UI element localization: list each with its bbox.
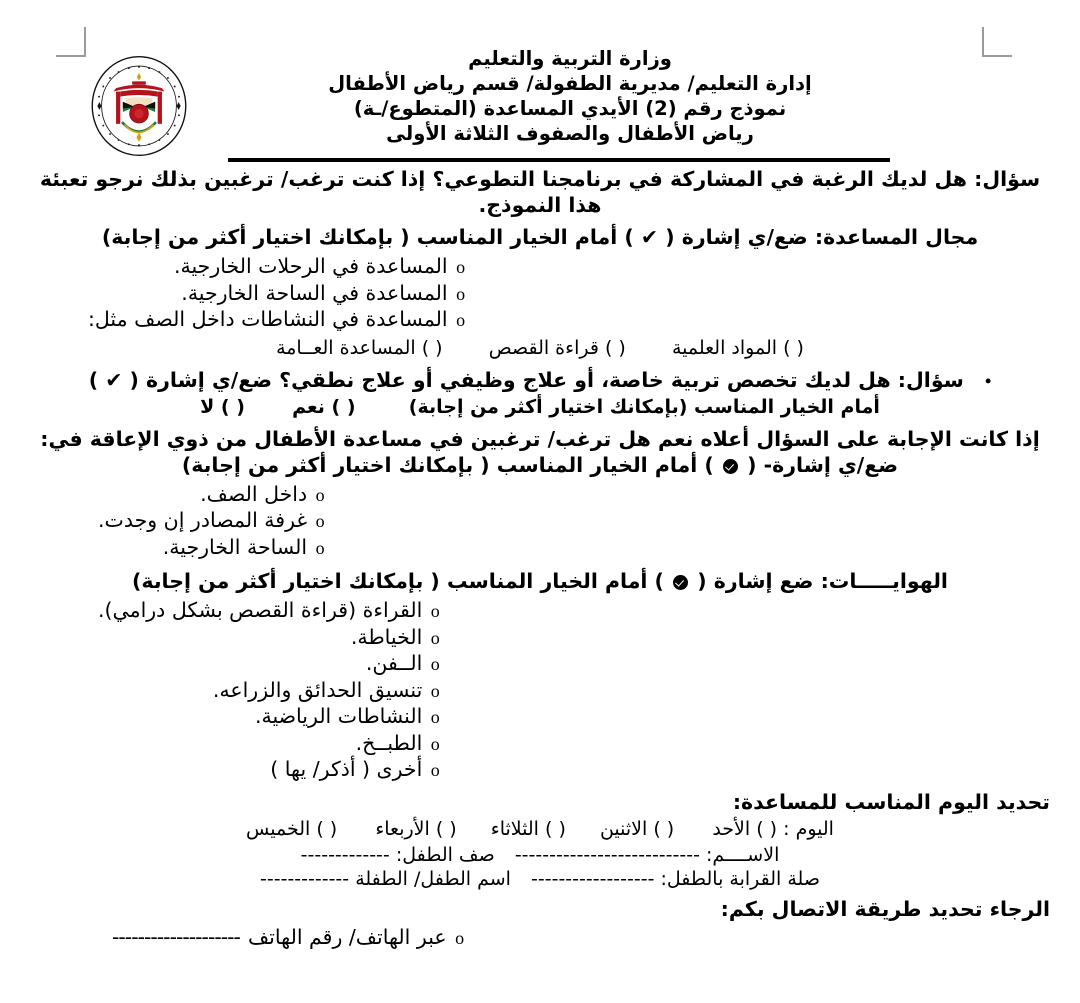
hobbies-section-heading — [28, 568, 1052, 594]
list-item[interactable] — [98, 704, 448, 731]
help-section-heading-text: مجال المساعدة: ضع/ي إشارة ( ✔ ) أمام الخيار المناسب ( بإمكانك اختيار أكثر من إجابة) — [101, 225, 979, 249]
help-sub-options-row — [28, 336, 1052, 360]
day-checkbox-tuesday[interactable]: ( ) — [545, 818, 566, 840]
help-sub-option-checkbox-1[interactable]: ( ) — [783, 336, 804, 359]
list-item[interactable] — [88, 254, 474, 281]
list-item-label: الخياطة. — [350, 624, 423, 649]
list-item[interactable] — [98, 651, 448, 678]
disability-items — [98, 482, 333, 562]
specialty-yes-checkbox[interactable]: ( ) — [331, 395, 356, 418]
specialty-question-line-1 — [28, 367, 1052, 394]
bullet-o-icon: o — [315, 484, 325, 505]
hobbies-items-list — [28, 598, 1052, 784]
child-class-field-blank[interactable]: ------------- — [300, 844, 390, 866]
checkmark-icon — [673, 575, 688, 590]
hobbies-heading-prefix: الهوايـــــات: ضع إشارة ( — [697, 569, 948, 593]
help-sub-option-label-3: المساعدة العــامة — [276, 336, 416, 359]
list-item[interactable] — [98, 598, 448, 625]
list-item-label: داخل الصف. — [200, 481, 308, 506]
header-divider-rule — [228, 158, 890, 162]
day-label-sunday: الأحد — [712, 818, 751, 840]
list-item[interactable] — [88, 307, 474, 334]
contact-items-list — [28, 925, 1052, 952]
name-field-row — [28, 843, 1052, 867]
list-item[interactable] — [98, 625, 448, 652]
specialty-no-label: لا — [200, 395, 215, 418]
day-checkbox-thursday[interactable]: ( ) — [316, 818, 338, 840]
list-item-label: الــفن. — [365, 651, 423, 675]
day-checkbox-sunday[interactable]: ( ) — [756, 818, 778, 840]
disability-instruction-line — [28, 452, 1052, 478]
bullet-o-icon: o — [430, 654, 440, 674]
header-line-form-number: نموذج رقم (2) الأيدي المساعدة (المتطوع/ـة) — [353, 97, 787, 120]
day-checkbox-wednesday[interactable]: ( ) — [435, 818, 457, 840]
bullet-o-icon: o — [456, 283, 466, 304]
list-item[interactable] — [98, 482, 333, 509]
specialty-question-text: سؤال: هل لديك تخصص تربية خاصة، أو علاج وظيفي أو علاج نطقي؟ ضع/ي إشارة ( ✔ ) — [88, 367, 964, 392]
bullet-o-icon: o — [315, 511, 325, 531]
day-label-wednesday: الأربعاء — [375, 818, 430, 840]
name-field-blank[interactable]: --------------------------- — [514, 844, 700, 866]
document-header — [40, 46, 1040, 164]
list-item-label: القراءة (قراءة القصص بشكل درامي). — [98, 598, 423, 622]
disability-question-line: إذا كانت الإجابة على السؤال أعلاه نعم هل ترغب/ ترغبين في مساعدة الأطفال من ذوي الإعاقة في: — [40, 426, 1040, 451]
bullet-o-icon: o — [430, 733, 440, 754]
day-label-tuesday: الثلاثاء — [490, 818, 539, 840]
specialty-answer-row — [28, 394, 1052, 420]
intro-question-line-1: سؤال: هل لديك الرغبة في المشاركة في برنامجنا التطوعي؟ إذا كنت ترغب/ ترغبين بذلك نرجو تعبئة — [39, 167, 1041, 191]
contact-item-label: عبر الهاتف/ رقم الهاتف — [247, 924, 447, 949]
list-item-label: النشاطات الرياضية. — [254, 704, 423, 728]
bullet-o-icon: o — [430, 680, 440, 701]
day-checkbox-monday[interactable]: ( ) — [653, 818, 675, 840]
hobbies-items — [98, 598, 448, 784]
disability-instruction-suffix: ) أمام الخيار المناسب ( بإمكانك اختيار أكثر من إجابة) — [181, 452, 714, 477]
day-row-label: اليوم : — [783, 818, 834, 840]
help-items-list — [28, 254, 1052, 334]
help-items — [88, 254, 474, 334]
bullet-dot-icon: • — [984, 370, 992, 391]
relation-field-blank[interactable]: ------------------ — [531, 868, 655, 890]
bullet-o-icon: o — [430, 760, 440, 780]
list-item[interactable] — [88, 281, 474, 308]
day-label-monday: الاثنين — [599, 818, 648, 840]
header-line-ministry: وزارة التربية والتعليم — [468, 47, 672, 70]
bullet-o-icon: o — [455, 927, 465, 948]
list-item-label: الساحة الخارجية. — [162, 534, 308, 559]
header-line-directorate: إدارة التعليم/ مديرية الطفولة/ قسم رياض الأطفال — [328, 72, 812, 95]
bullet-o-icon: o — [430, 707, 440, 727]
contact-phone-blank[interactable]: -------------------- — [112, 924, 240, 949]
header-title-lines — [260, 46, 880, 146]
list-item-label: غرفة المصادر إن وجدت. — [98, 508, 308, 532]
jordan-coat-of-arms-emblem — [88, 54, 190, 158]
list-item-label: أخرى ( أذكر/ يها ) — [270, 757, 423, 781]
list-item[interactable] — [98, 508, 333, 535]
bullet-o-icon: o — [430, 627, 440, 648]
list-item[interactable] — [98, 678, 448, 705]
bullet-o-icon: o — [315, 537, 325, 558]
help-sub-option-label-1: المواد العلمية — [671, 336, 778, 359]
help-sub-option-checkbox-3[interactable]: ( ) — [421, 336, 443, 359]
day-options-row — [28, 817, 1052, 841]
list-item[interactable] — [98, 731, 448, 758]
list-item[interactable] — [112, 925, 473, 952]
specialty-yes-label: نعم — [292, 395, 325, 418]
relation-field-label: صلة القرابة بالطفل: — [660, 868, 820, 890]
list-item[interactable] — [98, 535, 333, 562]
help-section-heading — [28, 224, 1052, 250]
list-item-label: تنسيق الحدائق والزراعه. — [212, 677, 423, 702]
help-sub-option-checkbox-2[interactable]: ( ) — [604, 336, 626, 359]
hobbies-heading-suffix: ) أمام الخيار المناسب ( بإمكانك اختيار أكثر من إجابة) — [132, 569, 664, 593]
document-body — [28, 166, 1052, 951]
help-sub-option-label-2: قراءة القصص — [488, 336, 599, 359]
contact-section-heading: الرجاء تحديد طريقة الاتصال بكم: — [720, 897, 1050, 921]
disability-instruction-prefix: ضع/ي إشارة- ( — [747, 452, 899, 477]
list-item-label: المساعدة في الساحة الخارجية. — [181, 280, 448, 305]
header-line-grades: رياض الأطفال والصفوف الثلاثة الأولى — [386, 122, 754, 145]
day-section-heading: تحديد اليوم المناسب للمساعدة: — [732, 789, 1050, 814]
child-name-field-label: اسم الطفل/ الطفلة — [355, 868, 511, 890]
name-field-label: الاســــم: — [706, 844, 780, 866]
bullet-o-icon: o — [456, 310, 466, 330]
list-item-label: المساعدة في النشاطات داخل الصف مثل: — [88, 307, 448, 331]
bullet-o-icon: o — [430, 601, 440, 621]
day-label-thursday: الخميس — [246, 818, 311, 840]
checkmark-icon — [723, 459, 738, 474]
intro-question-line-2: هذا النموذج. — [478, 193, 602, 217]
disability-items-list — [28, 482, 1052, 562]
list-item[interactable] — [98, 757, 448, 784]
list-item-label: المساعدة في الرحلات الخارجية. — [173, 254, 448, 278]
specialty-no-checkbox[interactable]: ( ) — [220, 395, 245, 418]
child-name-field-blank[interactable]: ------------- — [260, 868, 350, 890]
contact-items — [112, 925, 473, 952]
relation-field-row — [28, 867, 1052, 891]
child-class-field-label: صف الطفل: — [395, 844, 495, 866]
bullet-o-icon: o — [456, 257, 466, 277]
specialty-question-suffix: أمام الخيار المناسب (بإمكانك اختيار أكثر من إجابة) — [408, 395, 880, 418]
list-item-label: الطبــخ. — [355, 730, 423, 755]
